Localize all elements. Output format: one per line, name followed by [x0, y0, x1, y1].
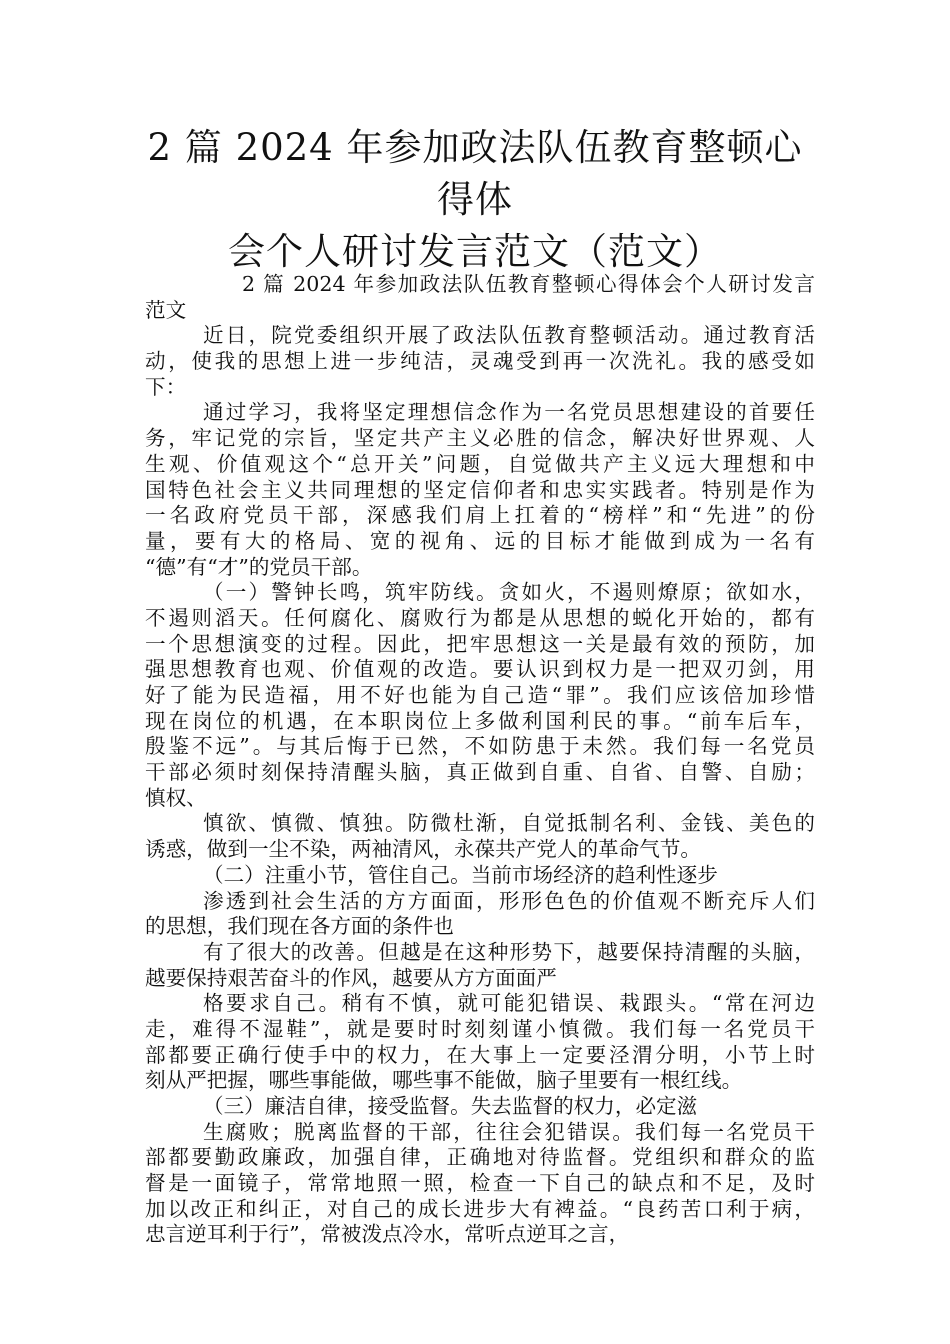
paragraph-line: 加以改正和纠正，对自己的成长进步大有裨益。“良药苦口利于病， — [145, 1196, 815, 1221]
subtitle-line-2: 范文 — [145, 297, 187, 322]
paragraph-line: 通过学习，我将坚定理想信念作为一名党员思想建设的首要任 — [203, 400, 815, 425]
paragraph-line: 刻从严把握，哪些事能做，哪些事不能做，脑子里要有一根红线。 — [145, 1068, 743, 1093]
paragraph-line: 强思想教育也观、价值观的改造。要认识到权力是一把双刃剑，用 — [145, 657, 815, 682]
paragraph-line: 干部必须时刻保持清醒头脑，真正做到自重、自省、自警、自励； — [145, 760, 815, 785]
paragraph-line: 量，要有大的格局、宽的视角、远的目标才能做到成为一名有 — [145, 528, 815, 553]
paragraph-line: 下： — [145, 374, 187, 399]
paragraph-line: 一个思想演变的过程。因此，把牢思想这一关是最有效的预防，加 — [145, 631, 815, 656]
paragraph-line: 渗透到社会生活的方方面面，形形色色的价值观不断充斥人们 — [203, 888, 815, 913]
paragraph-line: “德”有“才”的党员干部。 — [145, 554, 373, 579]
paragraph-line: 慎权、 — [145, 785, 207, 810]
paragraph-line: 务，牢记党的宗旨，坚定共产主义必胜的信念，解决好世界观、人 — [145, 426, 815, 451]
paragraph-line: 的思想，我们现在各方面的条件也 — [145, 914, 454, 939]
subtitle-line-1: 2 篇 2024 年参加政法队伍教育整顿心得体会个人研讨发言 — [242, 272, 815, 296]
paragraph-line: 格要求自己。稍有不慎，就可能犯错误、栽跟头。“常在河边 — [203, 991, 815, 1016]
paragraph-line: 慎欲、慎微、慎独。防微杜渐，自觉抵制名利、金钱、美色的 — [203, 811, 815, 836]
paragraph-line: 近日，院党委组织开展了政法队伍教育整顿活动。通过教育活 — [203, 323, 815, 348]
document-body — [145, 272, 815, 1248]
paragraph-line: （二）注重小节，管住自己。当前市场经济的趋利性逐步 — [203, 862, 718, 887]
paragraph-line: 督是一面镜子，常常地照一照，检查一下自己的缺点和不足，及时 — [145, 1171, 815, 1196]
paragraph-line: （一）警钟长鸣，筑牢防线。贪如火，不遏则燎原；欲如水， — [203, 580, 815, 605]
paragraph-line: 不遏则滔天。任何腐化、腐败行为都是从思想的蜕化开始的，都有 — [145, 605, 815, 630]
paragraph-line: （三）廉洁自律，接受监督。失去监督的权力，必定滋 — [203, 1094, 698, 1118]
paragraph-line: 忠言逆耳利于行”，常被泼点冷水，常听点逆耳之言， — [145, 1222, 630, 1247]
paragraph-line: 国特色社会主义共同理想的坚定信仰者和忠实实践者。特别是作为 — [145, 477, 815, 502]
paragraph-line: 现在岗位的机遇，在本职岗位上多做利国利民的事。“前车后车， — [145, 708, 815, 733]
paragraph-line: 生观、价值观这个“总开关”问题，自觉做共产主义远大理想和中 — [145, 451, 815, 476]
document-title — [140, 122, 810, 278]
paragraph-line: 走，难得不湿鞋”，就是要时时刻刻谨小慎微。我们每一名党员干 — [145, 1016, 815, 1041]
paragraph-line: 殷鉴不远”。与其后悔于已然，不如防患于未然。我们每一名党员 — [145, 734, 815, 759]
paragraph-line: 好了能为民造福，用不好也能为自己造“罪”。我们应该倍加珍惜 — [145, 683, 815, 707]
paragraph-line: 生腐败；脱离监督的干部，往往会犯错误。我们每一名党员干 — [203, 1119, 815, 1144]
paragraph-line: 有了很大的改善。但越是在这种形势下，越要保持清醒的头脑， — [203, 939, 815, 964]
paragraph-line: 部都要正确行使手中的权力，在大事上一定要泾渭分明，小节上时 — [145, 1042, 815, 1067]
paragraph-line: 越要保持艰苦奋斗的作风，越要从方方面面严 — [145, 965, 557, 990]
paragraph-line: 诱惑，做到一尘不染，两袖清风，永葆共产党人的革命气节。 — [145, 837, 702, 862]
paragraph-line: 部都要勤政廉政，加强自律，正确地对待监督。党组织和群众的监 — [145, 1145, 815, 1170]
paragraph-line: 动，使我的思想上进一步纯洁，灵魂受到再一次洗礼。我的感受如 — [145, 349, 815, 374]
paragraph-line: 一名政府党员干部，深感我们肩上扛着的“榜样”和“先进”的份 — [145, 503, 815, 528]
title-line-1: 2 篇 2024 年参加政法队伍教育整顿心得体 — [147, 126, 803, 221]
title-line-2: 会个人研讨发言范文（范文） — [228, 230, 722, 273]
